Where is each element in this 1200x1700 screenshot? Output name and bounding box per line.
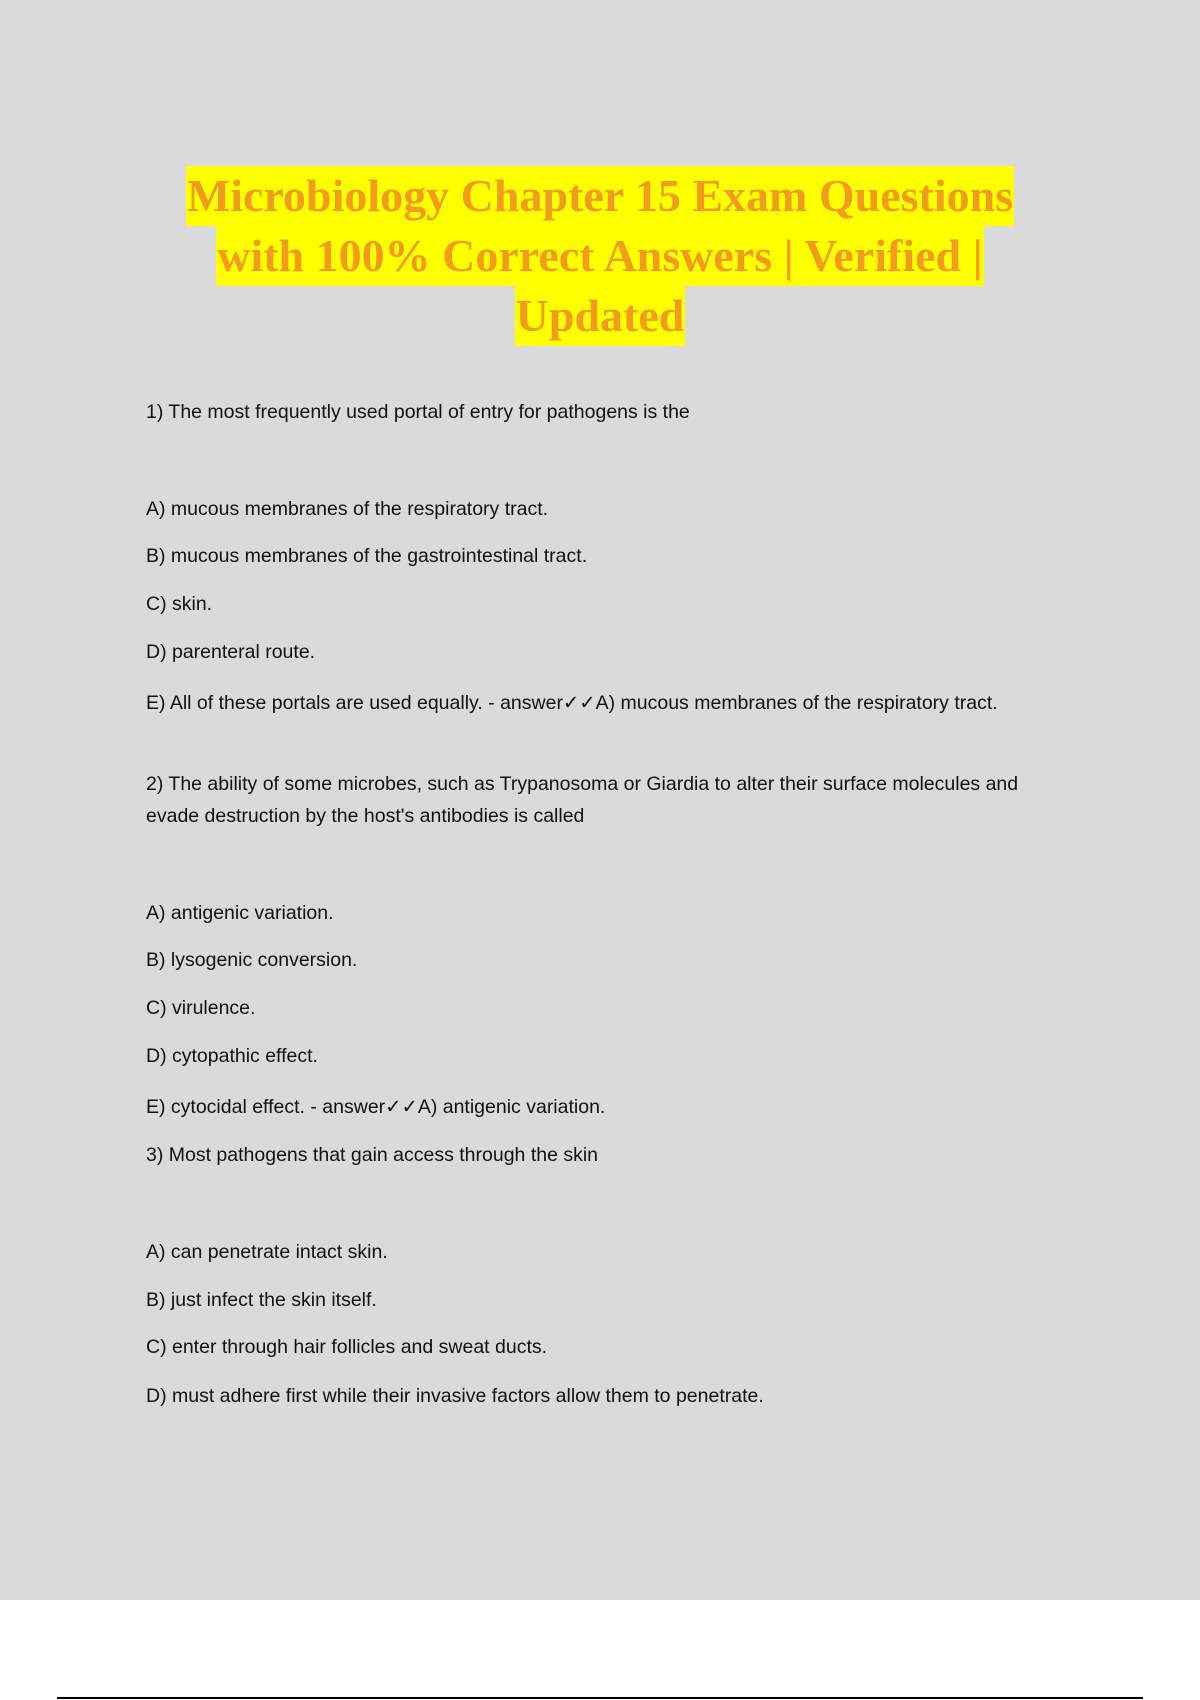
question-3-option-c: C) enter through hair follicles and sweat ducts. (146, 1336, 548, 1358)
question-3-prompt: 3) Most pathogens that gain access through the skin (146, 1144, 599, 1166)
question-1-prompt: 1) The most frequently used portal of entry for pathogens is the (146, 401, 690, 423)
question-2-option-a: A) antigenic variation. (146, 902, 334, 924)
question-3-option-b: B) just infect the skin itself. (146, 1289, 377, 1311)
question-2-option-b: B) lysogenic conversion. (146, 949, 358, 971)
question-1-option-b: B) mucous membranes of the gastrointestinal tract. (146, 545, 588, 567)
question-1-option-c: C) skin. (146, 593, 213, 615)
document-title (0, 166, 1200, 346)
question-1-option-d: D) parenteral route. (146, 641, 316, 663)
title-line: with 100% Correct Answers | Verified | (216, 226, 984, 286)
question-3-option-d: D) must adhere first while their invasive factors allow them to penetrate. (146, 1385, 764, 1407)
question-1-option-e-answer: E) All of these portals are used equally. - answer✓✓A) mucous membranes of the respiratory tract. (146, 692, 998, 714)
question-2-option-d: D) cytopathic effect. (146, 1045, 318, 1067)
question-1-option-a: A) mucous membranes of the respiratory tract. (146, 498, 549, 520)
footer-divider (57, 1697, 1143, 1699)
question-2-prompt: 2) The ability of some microbes, such as Trypanosoma or Giardia to alter their surface molecules and evade destruction by the host's antibodies is called (146, 773, 1019, 827)
question-3-option-a: A) can penetrate intact skin. (146, 1241, 388, 1263)
question-2-option-c: C) virulence. (146, 997, 256, 1019)
question-2-option-e-answer: E) cytocidal effect. - answer✓✓A) antigenic variation. (146, 1096, 606, 1118)
title-line: Microbiology Chapter 15 Exam Questions (186, 166, 1014, 226)
title-line: Updated (515, 286, 686, 346)
